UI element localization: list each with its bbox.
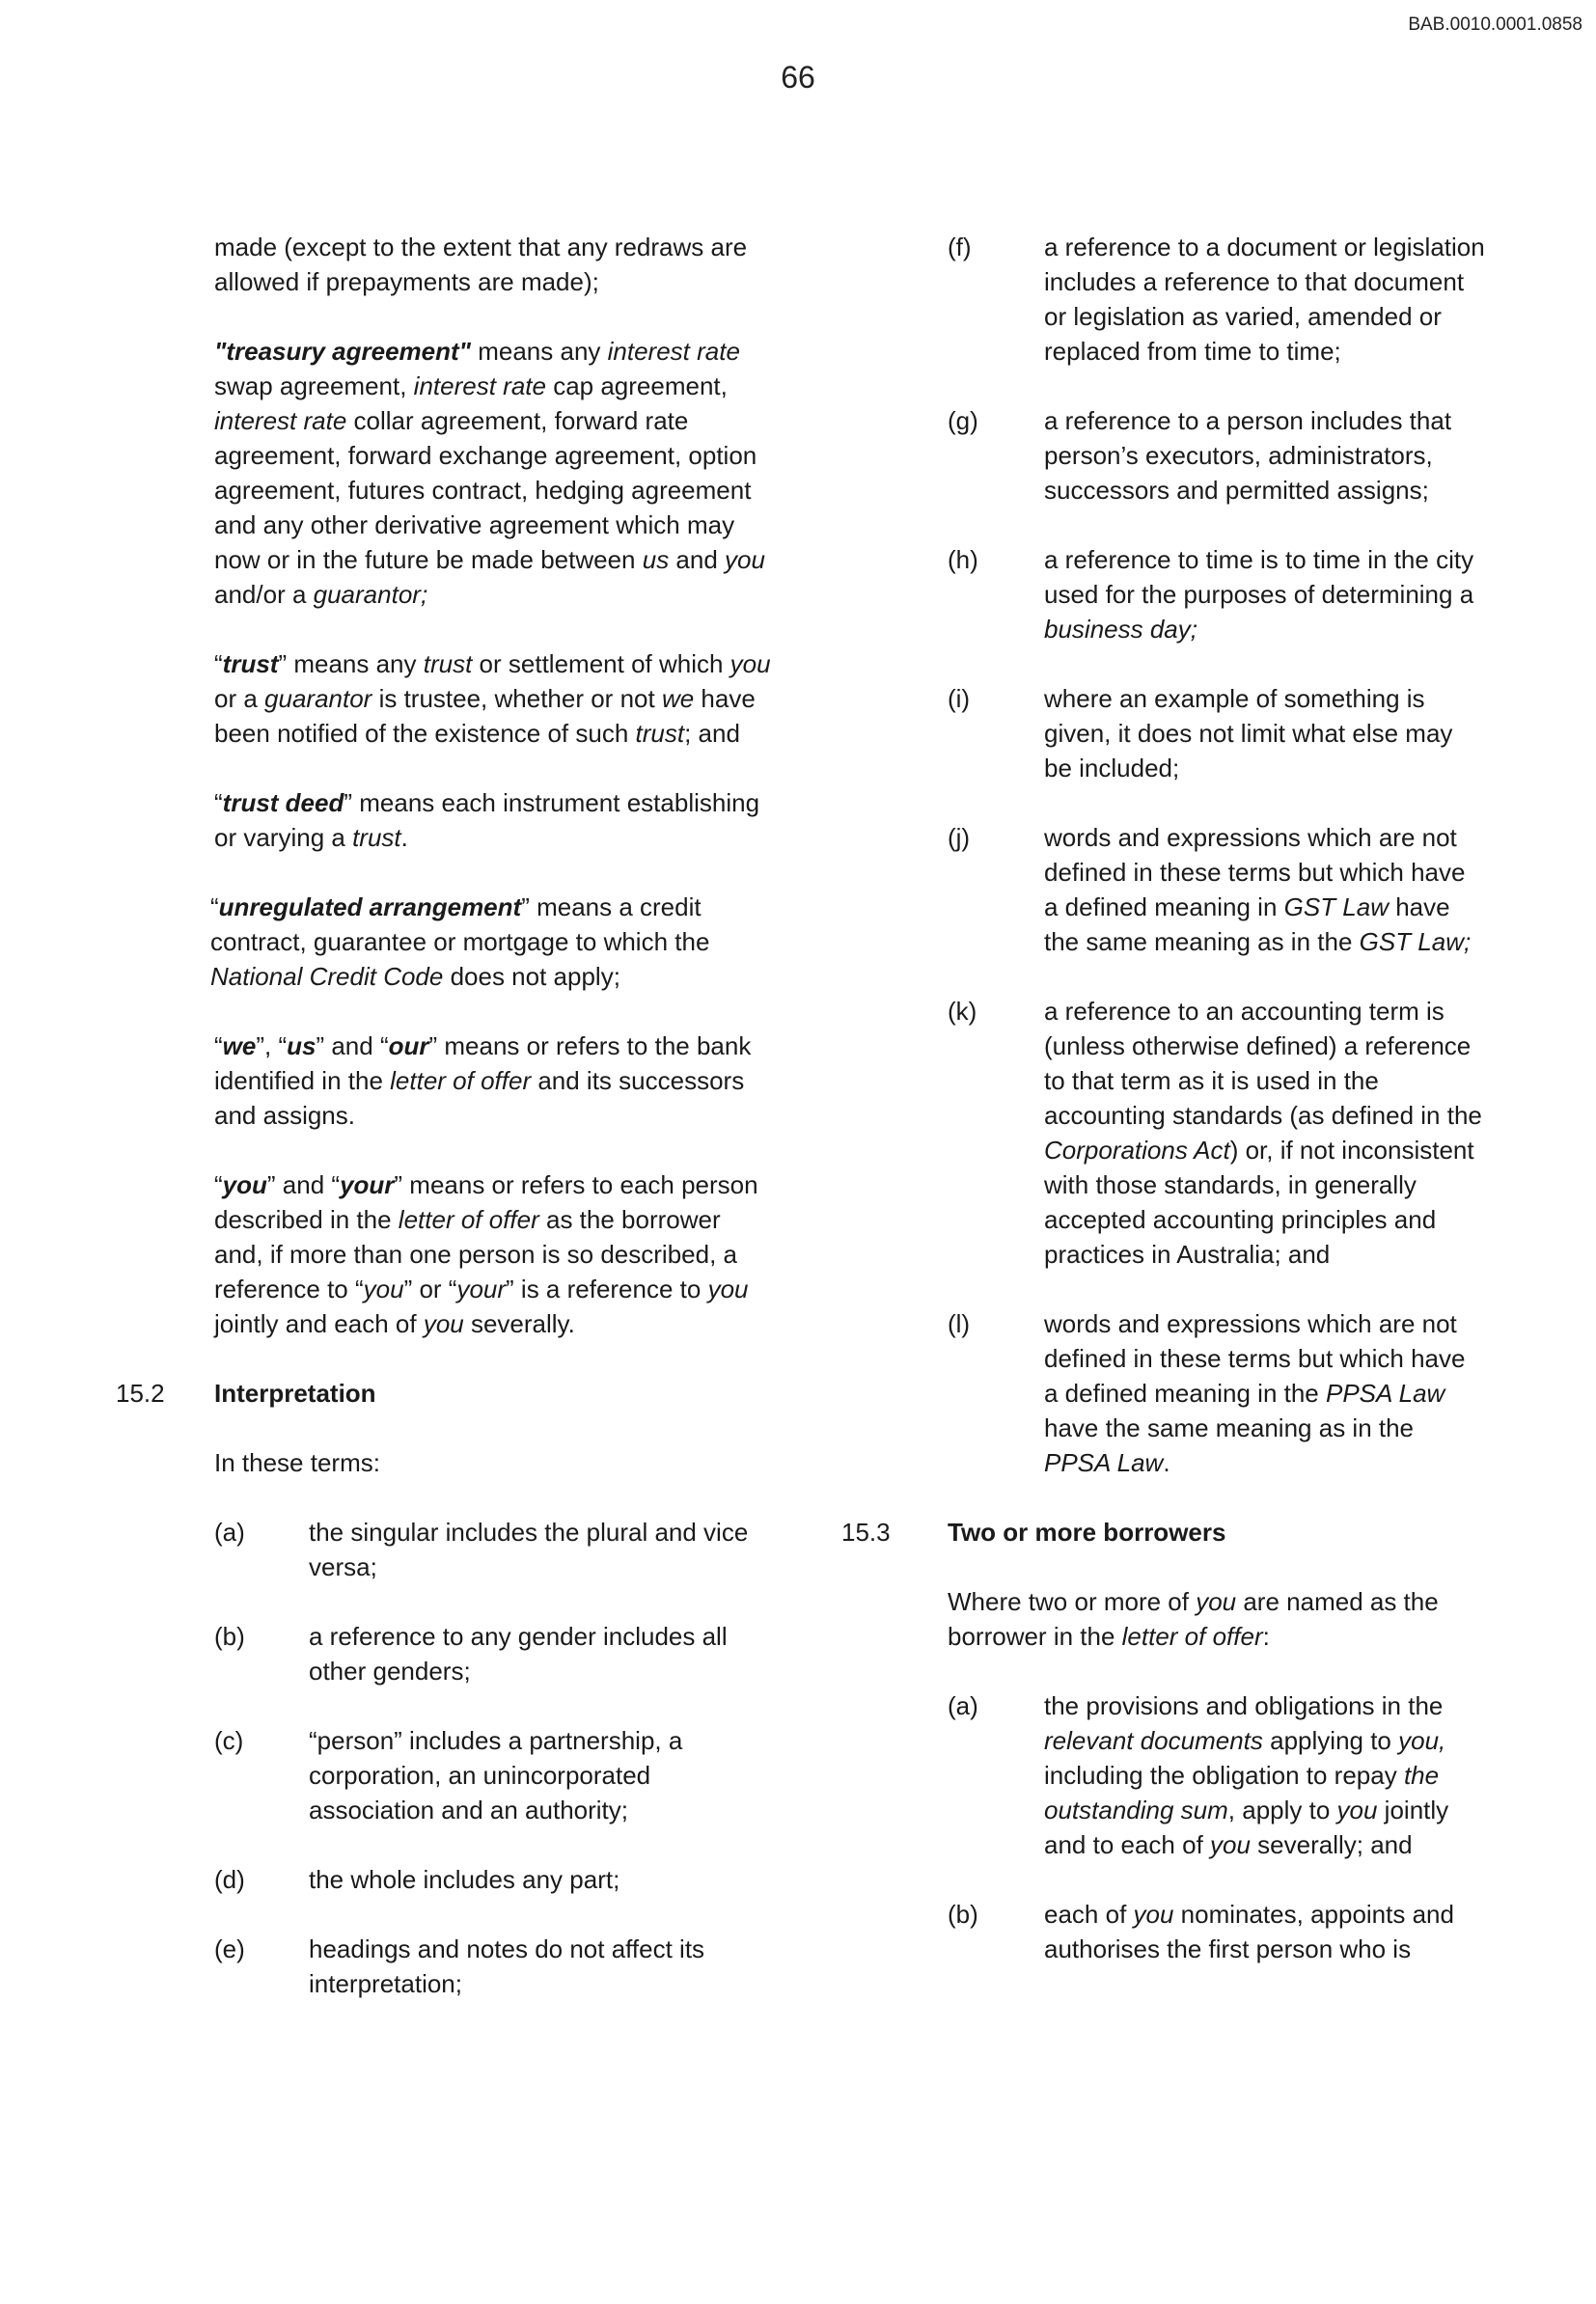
- defined-term: your: [340, 1170, 395, 1199]
- text: are named as the borrower in the: [948, 1587, 1439, 1651]
- defined-term: "treasury agreement": [214, 337, 471, 366]
- text: means any: [471, 337, 608, 366]
- text: ” means each instrument establishing or varying a: [214, 788, 760, 852]
- section-intro: In these terms:: [214, 1448, 380, 1477]
- item-text: a reference to a person includes that person’s executors, administrators, successors and permitted assigns;: [1044, 406, 1452, 505]
- text: the provisions and obligations in the: [1044, 1691, 1444, 1720]
- italic-term: you: [1210, 1830, 1251, 1859]
- text: and: [669, 545, 726, 574]
- italic-term: business day;: [1044, 615, 1197, 644]
- list-item-d: [214, 1862, 772, 1897]
- item-label: (b): [214, 1622, 245, 1651]
- text: Where two or more of: [948, 1587, 1197, 1616]
- item-label: (b): [948, 1900, 978, 1929]
- text: , apply to: [1227, 1796, 1337, 1824]
- item-text: [1044, 542, 1486, 646]
- italic-term: you: [729, 649, 771, 678]
- italic-term: guarantor;: [313, 580, 428, 609]
- text: .: [1163, 1448, 1170, 1477]
- text: “: [210, 892, 219, 921]
- list-item-15-3-a: [948, 1688, 1486, 1862]
- italic-term: you: [363, 1275, 404, 1303]
- item-label: (i): [948, 684, 971, 713]
- list-item-b: [214, 1619, 772, 1688]
- right-column: [841, 230, 1486, 2001]
- italic-term: PPSA Law: [1326, 1379, 1445, 1408]
- definition-you-your: [214, 1167, 772, 1341]
- text: “: [214, 788, 223, 817]
- list-item-c: [214, 1723, 772, 1827]
- item-text: headings and notes do not affect its interpretation;: [309, 1934, 705, 1998]
- document-id: BAB.0010.0001.0858: [1408, 14, 1582, 35]
- italic-term: you: [1336, 1796, 1378, 1824]
- italic-term: interest rate: [607, 337, 740, 366]
- text: jointly and to each of: [1044, 1796, 1449, 1859]
- text: cap agreement,: [545, 371, 728, 400]
- section-title: Two or more borrowers: [948, 1518, 1226, 1547]
- section-heading-15-2: [116, 1376, 772, 1411]
- text: words and expressions which are not defined in these terms but which have a defined meaning in the: [1044, 1309, 1466, 1408]
- italic-term: GST Law: [1283, 892, 1389, 921]
- text: ”, “: [256, 1031, 288, 1060]
- item-label: (g): [948, 406, 978, 435]
- item-label: (d): [214, 1865, 245, 1894]
- text: ” means a credit contract, guarantee or mortgage to which the: [210, 892, 710, 956]
- text: have been notified of the existence of such: [214, 684, 756, 748]
- text: “: [214, 649, 223, 678]
- text: or settlement of which: [472, 649, 730, 678]
- item-text: [1044, 1688, 1486, 1862]
- item-label: (l): [948, 1309, 971, 1338]
- section-intro: [948, 1584, 1486, 1654]
- defined-term: our: [388, 1031, 429, 1060]
- italic-term: guarantor: [264, 684, 372, 713]
- text: as the borrower and, if more than one person is so described, a reference to “: [214, 1205, 737, 1303]
- text: “: [214, 1170, 223, 1199]
- text: applying to: [1262, 1726, 1399, 1755]
- italic-term: interest rate: [214, 406, 347, 435]
- text: collar agreement, forward rate agreement, forward exchange agreement, option agreement, futures contract, hedging agreement and any other derivative agreement which may now or in the future be made between: [214, 406, 757, 574]
- text: and its successors and assigns.: [214, 1066, 745, 1130]
- text: ” means or refers to the bank identified in the: [214, 1031, 752, 1095]
- text: ) or, if not inconsistent with those standards, in generally accepted accounting principles and practices in Australia; and: [1044, 1136, 1474, 1269]
- continuation-paragraph: made (except to the extent that any redraws are allowed if prepayments are made);: [214, 233, 748, 296]
- italic-term: the outstanding sum: [1044, 1761, 1440, 1824]
- defined-term: unregulated arrangement: [218, 892, 522, 921]
- italic-term: trust: [352, 823, 401, 852]
- text: ” and “: [266, 1170, 341, 1199]
- text: ” means any: [278, 649, 424, 678]
- italic-term: PPSA Law: [1044, 1448, 1164, 1477]
- italic-term: Corporations Act: [1044, 1136, 1230, 1165]
- list-item-k: [948, 994, 1486, 1272]
- definition-trust: [214, 646, 772, 751]
- list-item-15-3-b: [948, 1897, 1486, 1966]
- italic-term: you: [423, 1309, 464, 1338]
- text: have the same meaning as in the: [1044, 1413, 1415, 1442]
- item-text: a reference to any gender includes all other genders;: [309, 1622, 728, 1686]
- list-item-e: [214, 1932, 772, 2001]
- italic-term: letter of offer: [1121, 1622, 1263, 1651]
- text: ” and “: [316, 1031, 389, 1060]
- list-item-i: [948, 681, 1486, 785]
- item-label: (a): [214, 1518, 245, 1547]
- defined-term: you: [222, 1170, 267, 1199]
- defined-term: trust deed: [222, 788, 344, 817]
- section-number: 15.3: [841, 1518, 891, 1547]
- item-label: (j): [948, 823, 971, 852]
- italic-term: you: [1133, 1900, 1174, 1929]
- text: each of: [1044, 1900, 1134, 1929]
- text: have the same meaning as in the: [1044, 892, 1450, 956]
- italic-term: you,: [1398, 1726, 1446, 1755]
- item-label: (e): [214, 1934, 245, 1963]
- text: ” or “: [403, 1275, 457, 1303]
- italic-term: relevant documents: [1044, 1726, 1263, 1755]
- text: is trustee, whether or not: [371, 684, 662, 713]
- defined-term: we: [222, 1031, 257, 1060]
- text: words and expressions which are not defined in these terms but which have a defined meaning in: [1044, 823, 1466, 921]
- italic-term: your: [456, 1275, 507, 1303]
- item-text: where an example of something is given, it does not limit what else may be included;: [1044, 684, 1453, 782]
- text: .: [400, 823, 408, 852]
- item-text: [1044, 1897, 1486, 1966]
- item-text: the singular includes the plural and vice versa;: [309, 1518, 749, 1581]
- definition-treasury-agreement: [214, 334, 772, 612]
- item-label: (f): [948, 233, 972, 261]
- item-label: (h): [948, 545, 978, 574]
- text: does not apply;: [443, 962, 620, 991]
- italic-term: you: [1196, 1587, 1237, 1616]
- defined-term: trust: [222, 649, 279, 678]
- text: including the obligation to repay: [1044, 1761, 1404, 1790]
- text: a reference to an accounting term is (unless otherwise defined) a reference to that term as it is used in the accounting standards (as defined in the: [1044, 997, 1482, 1130]
- text: “: [214, 1031, 223, 1060]
- text: ” means or refers to each person described in the: [214, 1170, 758, 1234]
- italic-term: letter of offer: [390, 1066, 532, 1095]
- text: or a: [214, 684, 265, 713]
- italic-term: you: [725, 545, 765, 574]
- italic-term: you: [707, 1275, 749, 1303]
- item-text: the whole includes any part;: [309, 1865, 620, 1894]
- item-label: (c): [214, 1726, 244, 1755]
- defined-term: us: [287, 1031, 316, 1060]
- text: and/or a: [214, 580, 314, 609]
- text: nominates, appoints and authorises the first person who is: [1044, 1900, 1454, 1963]
- italic-term: trust: [423, 649, 473, 678]
- italic-term: trust: [635, 719, 685, 748]
- italic-term: us: [642, 545, 670, 574]
- italic-term: letter of offer: [398, 1205, 539, 1234]
- section-number: 15.2: [116, 1379, 165, 1408]
- list-item-g: [948, 403, 1486, 507]
- list-item-a: [214, 1515, 772, 1584]
- text: severally.: [463, 1309, 575, 1338]
- italic-term: National Credit Code: [210, 962, 444, 991]
- text: jointly and each of: [214, 1309, 424, 1338]
- definition-unregulated-arrangement: [210, 890, 772, 994]
- item-text: [1044, 994, 1486, 1272]
- text: ” is a reference to: [506, 1275, 708, 1303]
- item-text: [1044, 1306, 1486, 1480]
- text: severally; and: [1250, 1830, 1413, 1859]
- text: a reference to time is to time in the city used for the purposes of determining a: [1044, 545, 1474, 609]
- list-item-f: [948, 230, 1486, 369]
- list-item-j: [948, 820, 1486, 959]
- section-title: Interpretation: [214, 1379, 376, 1408]
- text: :: [1262, 1622, 1270, 1651]
- text: ; and: [684, 719, 740, 748]
- italic-term: GST Law;: [1359, 927, 1472, 956]
- item-label: (a): [948, 1691, 978, 1720]
- list-item-l: [948, 1306, 1486, 1480]
- list-item-h: [948, 542, 1486, 646]
- item-label: (k): [948, 997, 977, 1026]
- text: swap agreement,: [214, 371, 414, 400]
- italic-term: interest rate: [413, 371, 546, 400]
- item-text: “person” includes a partnership, a corporation, an unincorporated association and an authority;: [309, 1726, 683, 1824]
- left-column: [116, 230, 772, 2036]
- definition-we-us-our: [214, 1029, 772, 1133]
- page-number: 66: [781, 60, 815, 95]
- item-text: a reference to a document or legislation includes a reference to that document or legislation as varied, amended or replaced from time to time;: [1044, 233, 1485, 366]
- item-text: [1044, 820, 1486, 959]
- section-heading-15-3: [841, 1515, 1486, 1550]
- definition-trust-deed: [214, 785, 772, 855]
- italic-term: we: [661, 684, 695, 713]
